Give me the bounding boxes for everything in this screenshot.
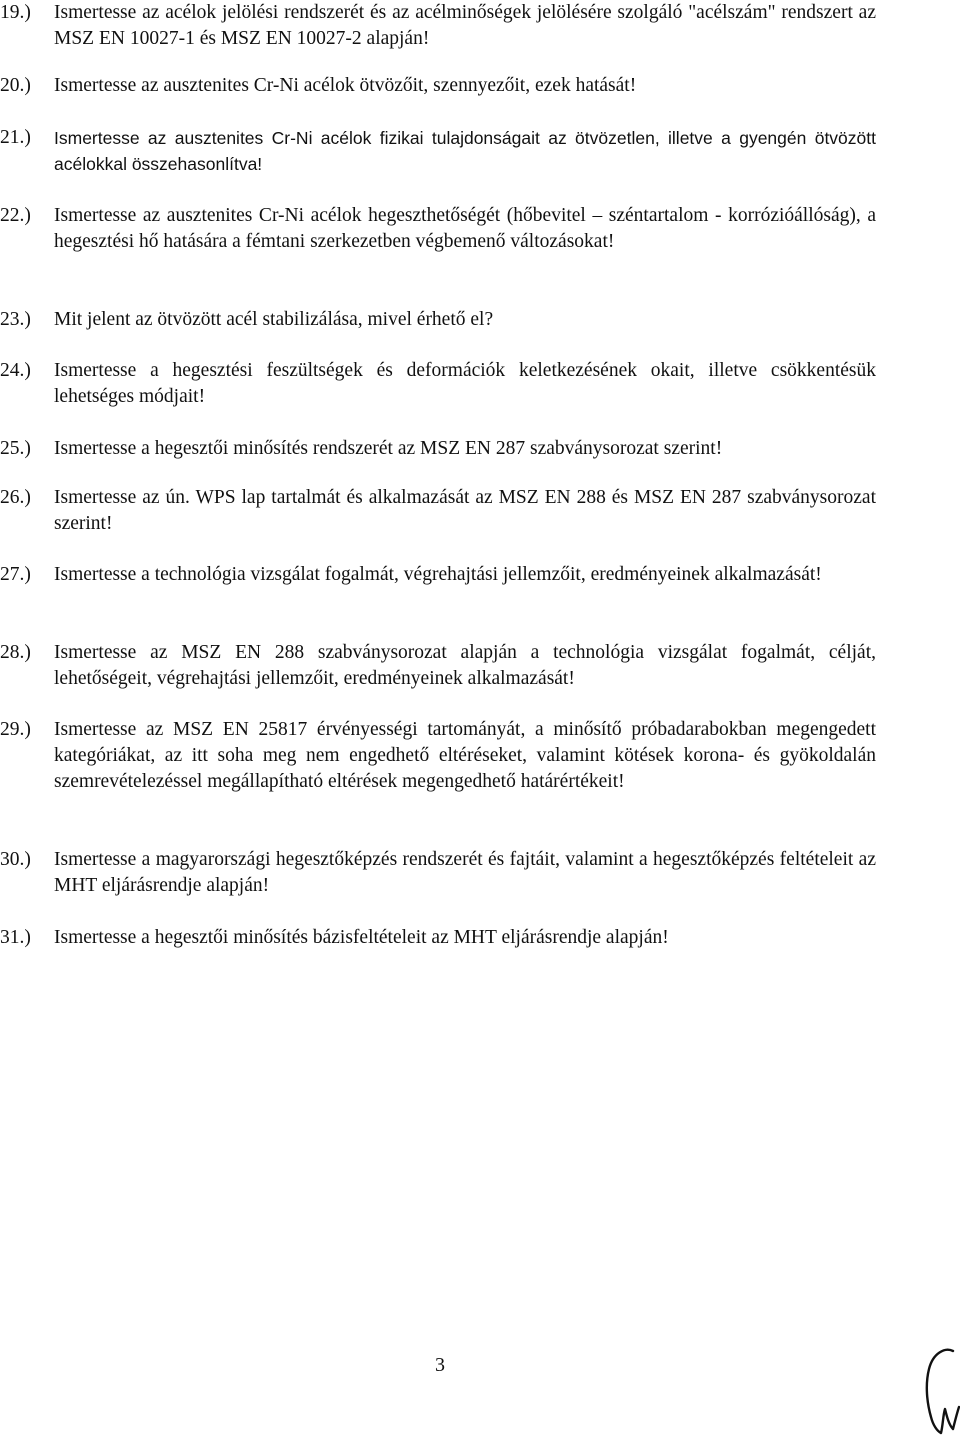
question-text: Ismertesse az ún. WPS lap tartalmát és alkalmazását az MSZ EN 288 és MSZ EN 287 szabványsorozat szerint! — [54, 487, 876, 534]
question-number: 19.) — [0, 2, 31, 23]
question-number: 29.) — [0, 719, 31, 740]
question-text: Ismertesse a technológia vizsgálat fogalmát, végrehajtási jellemzőit, eredményeinek alkalmazását! — [54, 564, 822, 585]
question-number: 24.) — [0, 360, 31, 381]
question-number: 21.) — [0, 127, 31, 148]
question-text: Ismertesse az acélok jelölési rendszerét és az acélminőségek jelölésére szolgáló "acélszám" rendszert az MSZ EN 10027-1 és MSZ EN 10027-2 alapján! — [54, 2, 876, 49]
question-number: 28.) — [0, 642, 31, 663]
question-text: Ismertesse az ausztenites Cr-Ni acélok hegeszthetőségét (hőbevitel – széntartalom - korrózióállóság), a hegesztési hő hatására a fémtani szerkezetben végbemenő változásokat! — [54, 205, 876, 252]
question-number: 26.) — [0, 487, 31, 508]
question-text: Ismertesse az MSZ EN 288 szabványsorozat alapján a technológia vizsgálat fogalmát, célját, lehetőségeit, végrehajtási jellemzőit, eredményeinek alkalmazását! — [54, 642, 876, 689]
question-text: Ismertesse a hegesztői minősítés bázisfeltételeit az MHT eljárásrendje alapján! — [54, 927, 669, 948]
page-number: 3 — [435, 1354, 445, 1376]
question-number: 30.) — [0, 849, 31, 870]
question-number: 23.) — [0, 309, 31, 330]
question-number: 22.) — [0, 205, 31, 226]
question-text: Mit jelent az ötvözött acél stabilizálása, mivel érhető el? — [54, 309, 494, 330]
question-text: Ismertesse az ausztenites Cr-Ni acélok ötvözőit, szennyezőit, ezek hatását! — [54, 75, 637, 96]
question-number: 31.) — [0, 927, 31, 948]
question-number: 20.) — [0, 75, 31, 96]
question-text: Ismertesse az MSZ EN 25817 érvényességi tartományát, a minősítő próbadarabokban megengedett kategóriákat, az itt soha meg nem engedhető eltéréseket, valamint kötések korona- és gyökoldalán szemrevételezéssel megállapítható eltérések megengedhető határértékeit! — [54, 719, 876, 792]
question-text: Ismertesse a hegesztői minősítés rendszerét az MSZ EN 287 szabványsorozat szerint! — [54, 438, 723, 459]
question-text: Ismertesse a hegesztési feszültségek és deformációk keletkezésének okait, illetve csökkentésük lehetséges módjait! — [54, 360, 876, 407]
question-number: 27.) — [0, 564, 31, 585]
question-number: 25.) — [0, 438, 31, 459]
question-text: Ismertesse az ausztenites Cr-Ni acélok fizikai tulajdonságait az ötvözetlen, illetve a gyengén ötvözött acélokkal összehasonlítva! — [54, 128, 876, 174]
question-text: Ismertesse a magyarországi hegesztőképzés rendszerét és fajtáit, valamint a hegesztőképzés feltételeit az MHT eljárásrendje alapján! — [54, 849, 876, 896]
handwritten-signature — [915, 1345, 960, 1438]
